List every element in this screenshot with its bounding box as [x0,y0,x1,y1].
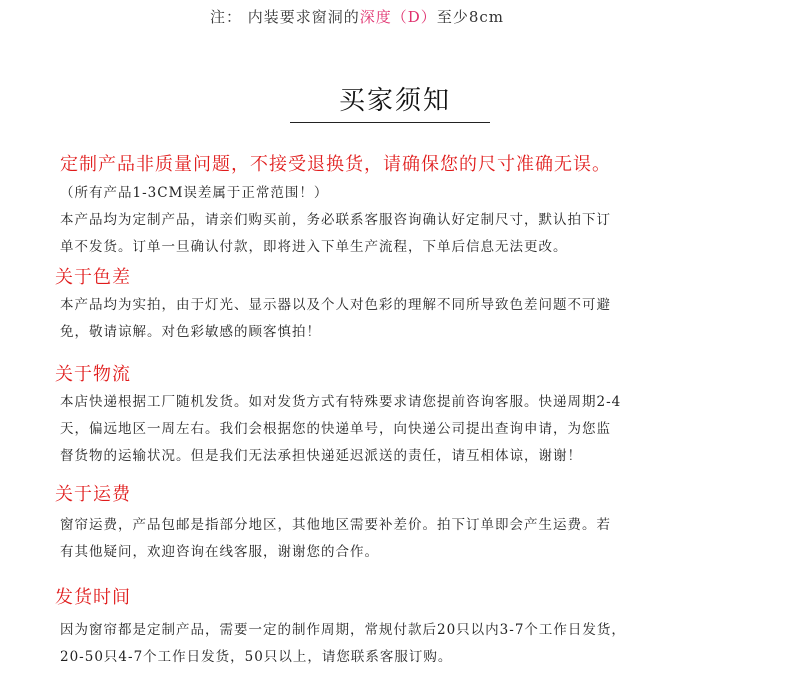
logistics-section-body [60,389,740,470]
depth-note [210,6,504,27]
section-title-delivery: 发货时间 [55,587,131,608]
delivery-section-body [60,617,740,671]
delivery-line: 20-50只4-7个工作日发货，50只以上，请您联系客服订购。 [60,649,453,665]
section-title-logistics: 关于物流 [55,364,131,385]
depth-note-suffix: 至少8cm [436,8,504,26]
logistics-line: 本店快递根据工厂随机发货。如对发货方式有特殊要求请您提前咨询客服。快递周期2-4 [60,394,622,410]
delivery-line: 因为窗帘都是定制产品，需要一定的制作周期，常规付款后20只以内3-7个工作日发货， [60,622,626,638]
logistics-line: 天，偏远地区一周左右。我们会根据您的快递单号，向快递公司提出查询申请，为您监 [60,421,611,437]
custom-line: 本产品均为定制产品，请亲们购买前，务必联系客服咨询确认好定制尺寸，默认拍下订 [60,212,611,228]
title-underline [290,122,490,123]
no-return-warning: 定制产品非质量问题，不接受退换货，请确保您的尺寸准确无误。 [60,154,611,175]
color-section-body [60,292,740,346]
custom-line: 单不发货。订单一旦确认付款，即将进入下单生产流程，下单后信息无法更改。 [60,239,568,255]
shipping-fee-line: 有其他疑问，欢迎咨询在线客服，谢谢您的合作。 [60,544,379,560]
logistics-line: 督货物的运输状况。但是我们无法承担快递延迟派送的责任，请互相体谅，谢谢！ [60,448,582,464]
shipping-fee-line: 窗帘运费，产品包邮是指部分地区，其他地区需要补差价。拍下订单即会产生运费。若 [60,517,611,533]
shipping-fee-section-body [60,512,740,566]
section-title-shipping-fee: 关于运费 [55,484,131,505]
custom-product-notice [60,180,740,261]
page-title: 买家须知 [338,86,451,116]
depth-note-prefix: 注： 内装要求窗洞的 [210,8,360,26]
section-title-color: 关于色差 [55,267,131,288]
color-line: 本产品均为实拍，由于灯光、显示器以及个人对色彩的理解不同所导致色差问题不可避 [60,297,611,313]
depth-note-highlight: 深度（D） [359,8,437,26]
color-line: 免，敬请谅解。对色彩敏感的顾客慎拍！ [60,324,321,340]
custom-line: （所有产品1-3CM误差属于正常范围！） [60,185,329,201]
